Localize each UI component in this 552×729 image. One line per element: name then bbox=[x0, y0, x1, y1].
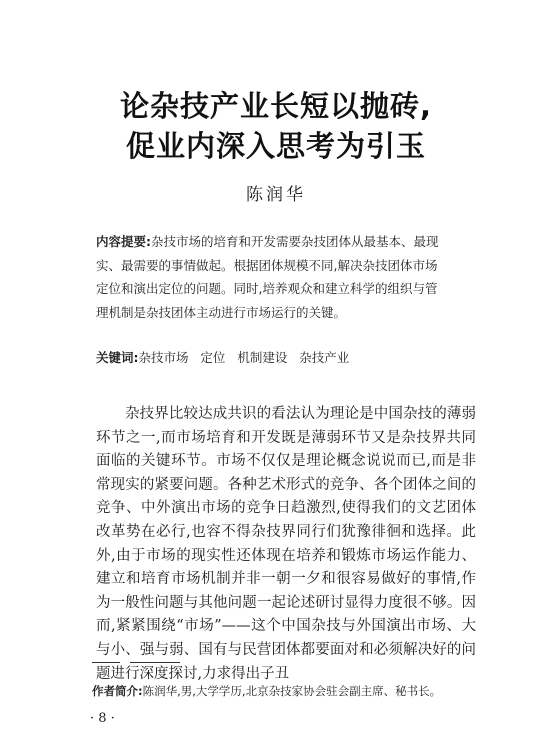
abstract-label: 内容提要: bbox=[96, 234, 151, 249]
footnote-label: 作者简介: bbox=[92, 684, 143, 698]
page-number: · 8 · bbox=[90, 711, 115, 726]
footnote-text: 陈润华,男,大学学历,北京杂技家协会驻会副主席、秘书长。 bbox=[142, 684, 442, 698]
author-name: 陈润华 bbox=[246, 185, 306, 205]
keywords-text: 杂技市场 定位 机制建设 杂技产业 bbox=[138, 350, 350, 365]
keywords bbox=[96, 346, 446, 369]
author-footnote bbox=[92, 683, 492, 699]
footnote-rule-long bbox=[130, 662, 180, 663]
article-title-line-2: 促业内深入思考为引玉 bbox=[125, 129, 426, 163]
abstract bbox=[96, 230, 446, 324]
keywords-label: 关键词: bbox=[96, 350, 139, 365]
article-title-line-1: 论杂技产业长短以抛砖, bbox=[119, 89, 433, 123]
body-paragraph: 杂技界比较达成共识的看法认为理论是中国杂技的薄弱环节之一,而市场培育和开发既是薄弱环节又是杂技界共同面临的关键环节。市场不仅仅是理论概念说说而已,而是非常现实的紧要问题。各种艺术形式的竞争、各个团体之间的竞争、中外演出市场的竞争日趋激烈,使得我们的文艺团体改革势在必行,也容不得杂技界同行们犹豫徘徊和选择。此外,由于市场的现实性还体现在培养和锻炼市场运作能力、建立和培育市场机制并非一朝一夕和很容易做好的事情,作为一般性问题与其他问题一起论述研讨显得力度很不够。因而,紧紧围绕“市场”——这个中国杂技与外国演出市场、大与小、强与弱、国有与民营团体都要面对和必须解决好的问题进行深度探讨,力求得出子丑 bbox=[96, 406, 476, 682]
abstract-text: 杂技市场的培育和开发需要杂技团体从最基本、最现实、最需要的事情做起。根据团体规模不同,解决杂技团体市场定位和演出定位的问题。同时,培养观众和建立科学的组织与管理机制是杂技团体主动进行市场运行的关键。 bbox=[96, 234, 439, 320]
footnote-rule-short bbox=[92, 662, 120, 663]
body-text bbox=[96, 403, 476, 686]
